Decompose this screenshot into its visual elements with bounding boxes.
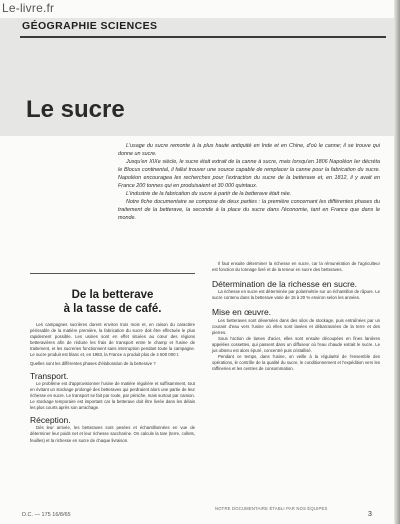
article-divider bbox=[30, 273, 195, 274]
footer-code: D.C. — 175 16/8/65 bbox=[22, 512, 71, 518]
body-paragraph: La richesse en sucre est déterminée par polarimétrie sur un échantillon de râpure. Le sucre contenu dans la betterave varie de 15 à 20 % environ selon les années. bbox=[212, 289, 380, 301]
body-paragraph: Les betteraves sont déversées dans des silos de stockage, puis entraînées par un courant d'eau vers l'usine où elles sont lavées et débarrassées de la terre et des pierres. bbox=[212, 317, 380, 335]
page-number: 3 bbox=[368, 511, 372, 518]
question-line: Quelles sont les différentes phases d'élaboration de la betterave ? bbox=[30, 360, 156, 366]
caption: NOTRE DOCUMENTAIRE ÉTABLI PAR NOS ÉQUIPES bbox=[215, 506, 328, 511]
article-title-line: à la tasse de café. bbox=[63, 303, 162, 315]
section-heading-determination: Détermination de la richesse en sucre. bbox=[212, 279, 358, 290]
intro-paragraph: Jusqu'en XIXe siècle, le sucre était extrait de la canne à sucre, mais lorsqu'en 1806 Napoléon Ier décréta le Blocus continental, il fallut trouver une source capable de remplacer la canne pour la fabrication du sucre. Napoléon encouragea les recherches pour l'extraction du sucre de la betterave et, en 1812, il y avait en France 200 tonnes qui en produisaient et 30 000 quintaux. bbox=[118, 159, 380, 189]
intro-paragraph: Notre fiche documentaire se compose de deux parties : la première concernant les différentes phases du traitement de la betterave, la seconde à la place du sucre dans l'économie, tant en France que dans le monde. bbox=[118, 199, 380, 221]
article-title bbox=[30, 288, 195, 316]
page-edge-shadow bbox=[394, 0, 400, 524]
body-paragraph: Dès leur arrivée, les betteraves sont pesées et échantillonnées en vue de déterminer leur poids net et leur richesse saccharine. On calcule la tare (terre, collets, feuilles) et la richesse en sucre de chaque livraison. bbox=[30, 425, 195, 443]
page-title: Le sucre bbox=[26, 96, 125, 123]
section-heading-mise: Mise en œuvre. bbox=[212, 307, 272, 318]
body-paragraph: Le problème est d'approvisionner l'usine de matière régulière et suffisamment, tout en évitant un stockage prolongé des betteraves qui perdraient alors une partie de leur richesse en sucre. Le transport se fait par route, par péniche, mais surtout par camion. Le stockage temporaire est important car la betterave doit être livrée dans les délais les plus courts après son arrachage. bbox=[30, 380, 195, 411]
section-heading-transport: Transport. bbox=[30, 370, 69, 381]
article-title-line: De la betterave bbox=[71, 289, 154, 301]
body-paragraph: Pendant ce temps, dans l'usine, on veille à la régularité de l'ensemble des opérations, le contrôle de la qualité du sucre, le conditionnement et l'expédition vers les raffineries et les centres de consommation. bbox=[212, 354, 380, 372]
watermark: Le-livre.fr bbox=[2, 1, 55, 15]
body-paragraph: Sous l'action de lames d'acier, elles sont ensuite découpées en fines lanières appelées cossettes, qui passent dans un diffuseur où l'eau chaude extrait le sucre. Le jus obtenu est alors épuré, concentré puis cristallisé. bbox=[212, 335, 380, 354]
section-heading-reception: Réception. bbox=[30, 415, 71, 426]
left-column bbox=[30, 322, 195, 444]
intro-paragraph: L'usage du sucre remonte à la plus haute antiquité en Inde et en Chine, d'où le canne; il se trouve qui donne un sucre. bbox=[118, 143, 380, 157]
intro-text bbox=[118, 142, 380, 222]
header-rule bbox=[20, 36, 386, 38]
body-paragraph: Il faut ensuite déterminer la richesse en sucre, car la rémunération de l'agriculteur est fonction du tonnage livré et de la teneur en sucre des betteraves. bbox=[212, 261, 380, 273]
intro-paragraph: L'industrie de la fabrication du sucre à partir de la betterave était née. bbox=[126, 191, 292, 197]
right-column bbox=[212, 261, 380, 372]
section-label: GÉOGRAPHIE SCIENCES bbox=[22, 20, 158, 32]
body-paragraph: Les campagnes sucrières durent environ trois mois et, en raison du caractère périssable de la matière première, la fabrication du sucre doit être effectuée le plus rapidement possible. Les usines sont en effet situées au cœur des régions betteravières afin de réduire les frais de transport entre le champ et l'usine de traitement, et les sucreries fonctionnent sans interruption pendant toute la campagne. Le sucre produit est blanc et, en 1963, la France a produit plus de 4 500 000 t. bbox=[30, 322, 195, 358]
